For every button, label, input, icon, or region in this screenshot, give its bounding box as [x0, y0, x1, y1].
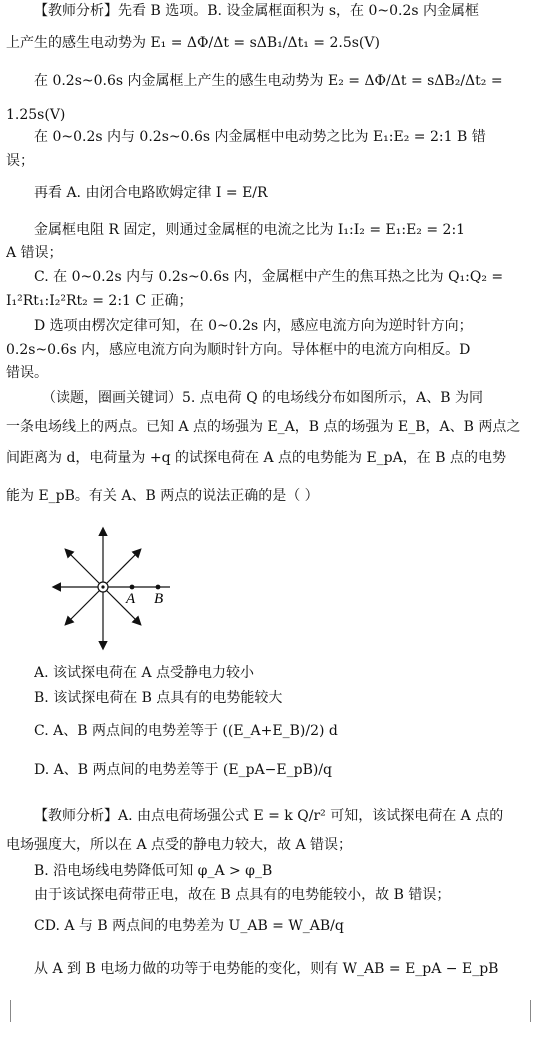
analysis1-line3 — [34, 72, 536, 90]
analysis1-line5: 在 0~0.2s 内与 0.2s~0.6s 内金属框中电动势之比为 E₁:E₂ = 2:1 B 错 — [34, 129, 486, 145]
analysis1-line6: 误； — [6, 153, 34, 169]
point-b — [156, 585, 161, 590]
analysis2-line5: CD. A 与 B 两点间的电势差为 U_AB = W_AB/q — [34, 918, 344, 934]
analysis1-line3-prefix: 在 0.2s~0.6s 内金属框上产生的感生电动势为 — [34, 73, 324, 89]
field-line-downleft — [66, 587, 103, 624]
option-c: C. A、B 两点间的电势差等于 ((E_A+E_B)/2) d — [34, 723, 338, 739]
eq2: E₂ = ΔΦ/Δt = sΔB₂/Δt₂ = — [327, 73, 503, 89]
analysis1-line11: I₁²Rt₁:I₂²Rt₂ = 2:1 C 正确； — [6, 293, 193, 309]
point-a — [130, 585, 135, 590]
question-line1: （读题，圈画关键词）5. 点电荷 Q 的电场线分布如图所示，A、B 为同 — [42, 390, 484, 406]
analysis2-line4: 由于该试探电荷带正电，故在 B 点具有的电势能较小，故 B 错误； — [34, 887, 451, 903]
label-a: A — [126, 591, 136, 607]
page-corner-mark-left — [0, 1000, 11, 1022]
analysis1-line8: 金属框电阻 R 固定，则通过金属框的电流之比为 I₁:I₂ = E₁:E₂ = 2:1 — [34, 222, 466, 238]
field-line-upleft — [66, 550, 103, 587]
analysis1-line12: D 选项由楞次定律可知，在 0~0.2s 内，感应电流方向为逆时针方向； — [34, 318, 473, 334]
eq1: E₁ = ΔΦ/Δt = sΔB₁/Δt₁ = 2.5s(V) — [150, 35, 380, 51]
analysis2-line2: 电场强度大，所以在 A 点受的静电力较大，故 A 错误； — [6, 837, 353, 853]
analysis1-line2 — [6, 34, 536, 52]
analysis1-line2-prefix: 上产生的感生电动势为 — [6, 35, 146, 51]
label-b: B — [154, 591, 164, 607]
option-d: D. A、B 两点间的电势差等于 (E_pA−E_pB)/q — [34, 762, 333, 778]
field-line-upright — [103, 550, 140, 587]
analysis1-line4: 1.25s(V) — [6, 107, 66, 123]
point-charge-field-figure — [48, 524, 178, 654]
analysis1-line10: C. 在 0~0.2s 内与 0.2s~0.6s 内，金属框中产生的焦耳热之比为 Q₁:Q₂ = — [34, 269, 504, 285]
page-corner-mark-right — [530, 1000, 541, 1022]
analysis1-line13: 0.2s~0.6s 内，感应电流方向为顺时针方向。导体框中的电流方向相反。D — [6, 342, 471, 358]
analysis1-line9: A 错误； — [6, 245, 63, 261]
option-a: A. 该试探电荷在 A 点受静电力较小 — [34, 665, 255, 681]
analysis1-line1: 【教师分析】先看 B 选项。B. 设金属框面积为 s，在 0~0.2s 内金属框 — [34, 3, 479, 19]
analysis1-line14: 错误。 — [6, 365, 48, 381]
analysis2-line3: B. 沿电场线电势降低可知 φ_A > φ_B — [34, 863, 273, 879]
analysis2-line1: 【教师分析】A. 由点电荷场强公式 E = k Q/r² 可知，该试探电荷在 A 点的 — [34, 808, 504, 824]
analysis2-line6: 从 A 到 B 电场力做的功等于电势能的变化，则有 W_AB = E_pA − E_pB — [34, 961, 499, 977]
question-line4: 能为 E_pB。有关 A、B 两点的说法正确的是（ ） — [6, 488, 319, 504]
question-line2: 一条电场线上的两点。已知 A 点的场强为 E_A，B 点的场强为 E_B，A、B 两点之 — [6, 419, 521, 435]
question-line3: 间距离为 d，电荷量为 +q 的试探电荷在 A 点的电势能为 E_pA，在 B 点的电势 — [6, 450, 506, 466]
analysis1-line7: 再看 A. 由闭合电路欧姆定律 I = E/R — [34, 185, 268, 201]
option-b: B. 该试探电荷在 B 点具有的电势能较大 — [34, 690, 283, 706]
